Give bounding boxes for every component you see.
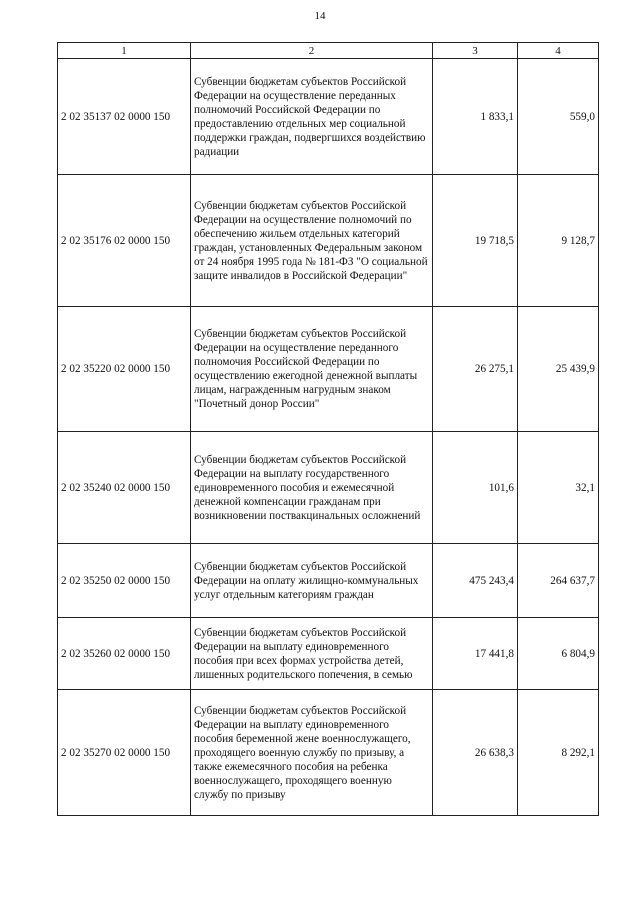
table-row: [58, 690, 599, 816]
column-header-3: 3: [433, 43, 518, 59]
budget-code: 2 02 35137 02 0000 150: [58, 59, 191, 175]
amount-col4: 32,1: [518, 432, 599, 544]
row-description: Субвенции бюджетам субъектов Российской Федерации на выплату единовременного пособия при всех формах устройства детей, лишенных родительского попечения, в семью: [191, 618, 433, 690]
amount-col3: 17 441,8: [433, 618, 518, 690]
amount-col3: 26 275,1: [433, 307, 518, 432]
amount-col4: 8 292,1: [518, 690, 599, 816]
budget-code: 2 02 35270 02 0000 150: [58, 690, 191, 816]
table-row: [58, 618, 599, 690]
row-description: Субвенции бюджетам субъектов Российской Федерации на выплату государственного единовременного пособия и ежемесячной денежной компенсации гражданам при возникновении поствакцинальных осложнений: [191, 432, 433, 544]
budget-code: 2 02 35240 02 0000 150: [58, 432, 191, 544]
amount-col4: 264 637,7: [518, 544, 599, 618]
amount-col3: 26 638,3: [433, 690, 518, 816]
amount-col3: 1 833,1: [433, 59, 518, 175]
row-description: Субвенции бюджетам субъектов Российской Федерации на выплату единовременного пособия беременной жене военнослужащего, проходящего военную службу по призыву, а также ежемесячного пособия на ребенка военнослужащего, проходящего военную службу по призыву: [191, 690, 433, 816]
budget-code: 2 02 35220 02 0000 150: [58, 307, 191, 432]
amount-col4: 559,0: [518, 59, 599, 175]
row-description: Субвенции бюджетам субъектов Российской Федерации на оплату жилищно-коммунальных услуг отдельным категориям граждан: [191, 544, 433, 618]
amount-col4: 25 439,9: [518, 307, 599, 432]
amount-col3: 19 718,5: [433, 175, 518, 307]
amount-col3: 475 243,4: [433, 544, 518, 618]
amount-col3: 101,6: [433, 432, 518, 544]
column-header-4: 4: [518, 43, 599, 59]
table-row: [58, 307, 599, 432]
amount-col4: 9 128,7: [518, 175, 599, 307]
row-description: Субвенции бюджетам субъектов Российской Федерации на осуществление переданных полномочий Российской Федерации по предоставлению отдельных мер социальной поддержки граждан, подвергшихся воздействию радиации: [191, 59, 433, 175]
column-header-2: 2: [191, 43, 433, 59]
table-row: [58, 59, 599, 175]
page-number: 14: [314, 10, 326, 22]
amount-col4: 6 804,9: [518, 618, 599, 690]
table-row: [58, 175, 599, 307]
budget-table: [57, 42, 599, 816]
column-header-1: 1: [58, 43, 191, 59]
budget-code: 2 02 35176 02 0000 150: [58, 175, 191, 307]
table-row: [58, 544, 599, 618]
row-description: Субвенции бюджетам субъектов Российской Федерации на осуществление полномочий по обеспечению жильем отдельных категорий граждан, установленных Федеральным законом от 24 ноября 1995 года № 181-ФЗ "О социальной защите инвалидов в Российской Федерации": [191, 175, 433, 307]
budget-code: 2 02 35250 02 0000 150: [58, 544, 191, 618]
budget-code: 2 02 35260 02 0000 150: [58, 618, 191, 690]
header-row: [58, 43, 599, 59]
table-row: [58, 432, 599, 544]
row-description: Субвенции бюджетам субъектов Российской Федерации на осуществление переданного полномочия Российской Федерации по осуществлению ежегодной денежной выплаты лицам, награжденным нагрудным знаком "Почетный донор России": [191, 307, 433, 432]
